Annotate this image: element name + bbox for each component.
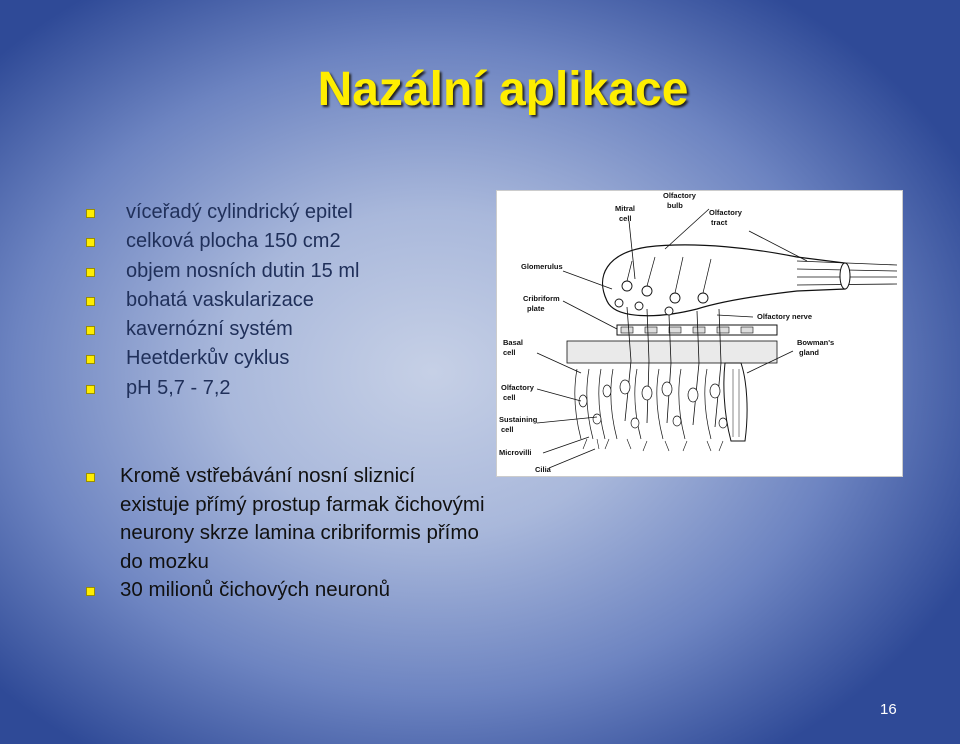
label-olfactory-bulb: Olfactory	[663, 191, 696, 200]
bullet-square-icon	[86, 238, 95, 247]
bullet-square-icon	[86, 473, 95, 482]
svg-text:gland: gland	[799, 348, 819, 357]
svg-text:cell: cell	[503, 348, 516, 357]
label-olfactory-cell: Olfactory	[501, 383, 534, 392]
svg-text:Mitral	[615, 204, 635, 213]
label-glomerulus: Glomerulus	[521, 262, 563, 271]
list-item: kavernózní systém	[86, 315, 359, 344]
list-item: objem nosních dutin 15 ml	[86, 257, 359, 286]
svg-text:cell: cell	[503, 393, 516, 402]
svg-text:cell: cell	[501, 425, 514, 434]
olfactory-diagram	[496, 190, 903, 477]
slide-title: Nazální aplikace	[317, 63, 689, 116]
list-item: 30 milionů čichových neuronů	[86, 576, 486, 605]
list-item: pH 5,7 - 7,2	[86, 374, 359, 403]
label-mitral-cell: Mitral	[615, 204, 636, 213]
bullet-list-bottom	[86, 462, 486, 605]
svg-text:Basal	[503, 338, 523, 347]
bullet-square-icon	[86, 385, 95, 394]
label-sustaining-cell: Sustaining	[499, 415, 538, 424]
svg-text:Cribriform	[523, 294, 560, 303]
label-olfactory-tract: Olfactory	[709, 208, 742, 217]
svg-text:tract: tract	[711, 218, 728, 227]
epithelial-cells	[575, 369, 733, 439]
bullet-square-icon	[86, 355, 95, 364]
svg-text:plate: plate	[527, 304, 545, 313]
bullet-square-icon	[86, 209, 95, 218]
svg-text:cell: cell	[619, 214, 632, 223]
bullet-square-icon	[86, 326, 95, 335]
list-item: víceřadý cylindrický epitel	[86, 198, 359, 227]
list-item: Kromě vstřebávání nosní sliznicí existuje přímý prostup farmak čichovými neurony skrze lamina cribriformis přímo do mozku	[86, 462, 486, 576]
list-item: Heetderkův cyklus	[86, 344, 359, 373]
label-cilia: Cilia	[535, 465, 551, 474]
label-olfactory-nerve: Olfactory nerve	[757, 312, 813, 321]
bullet-list-top	[86, 198, 359, 403]
olfactory-diagram-svg	[497, 191, 902, 476]
svg-text:Olfactory	[501, 383, 535, 392]
svg-text:bulb: bulb	[667, 201, 683, 210]
svg-text:Bowman's	[797, 338, 834, 347]
svg-text:Sustaining	[499, 415, 538, 424]
label-microvilli: Microvilli	[499, 448, 532, 457]
label-basal-cell: Basal	[503, 338, 524, 347]
bowmans-gland-shape	[724, 363, 747, 441]
label-bowmans-gland: Bowman's	[797, 338, 835, 347]
page-number: 16	[880, 701, 897, 718]
cilia-lines	[583, 439, 723, 451]
svg-text:Olfactory	[709, 208, 743, 217]
list-item: celková plocha 150 cm2	[86, 227, 359, 256]
list-item: bohatá vaskularizace	[86, 286, 359, 315]
label-cribriform-plate: Cribriform	[523, 294, 560, 303]
bullet-square-icon	[86, 268, 95, 277]
svg-text:Olfactory	[663, 191, 697, 200]
bullet-square-icon	[86, 297, 95, 306]
bullet-square-icon	[86, 587, 95, 596]
